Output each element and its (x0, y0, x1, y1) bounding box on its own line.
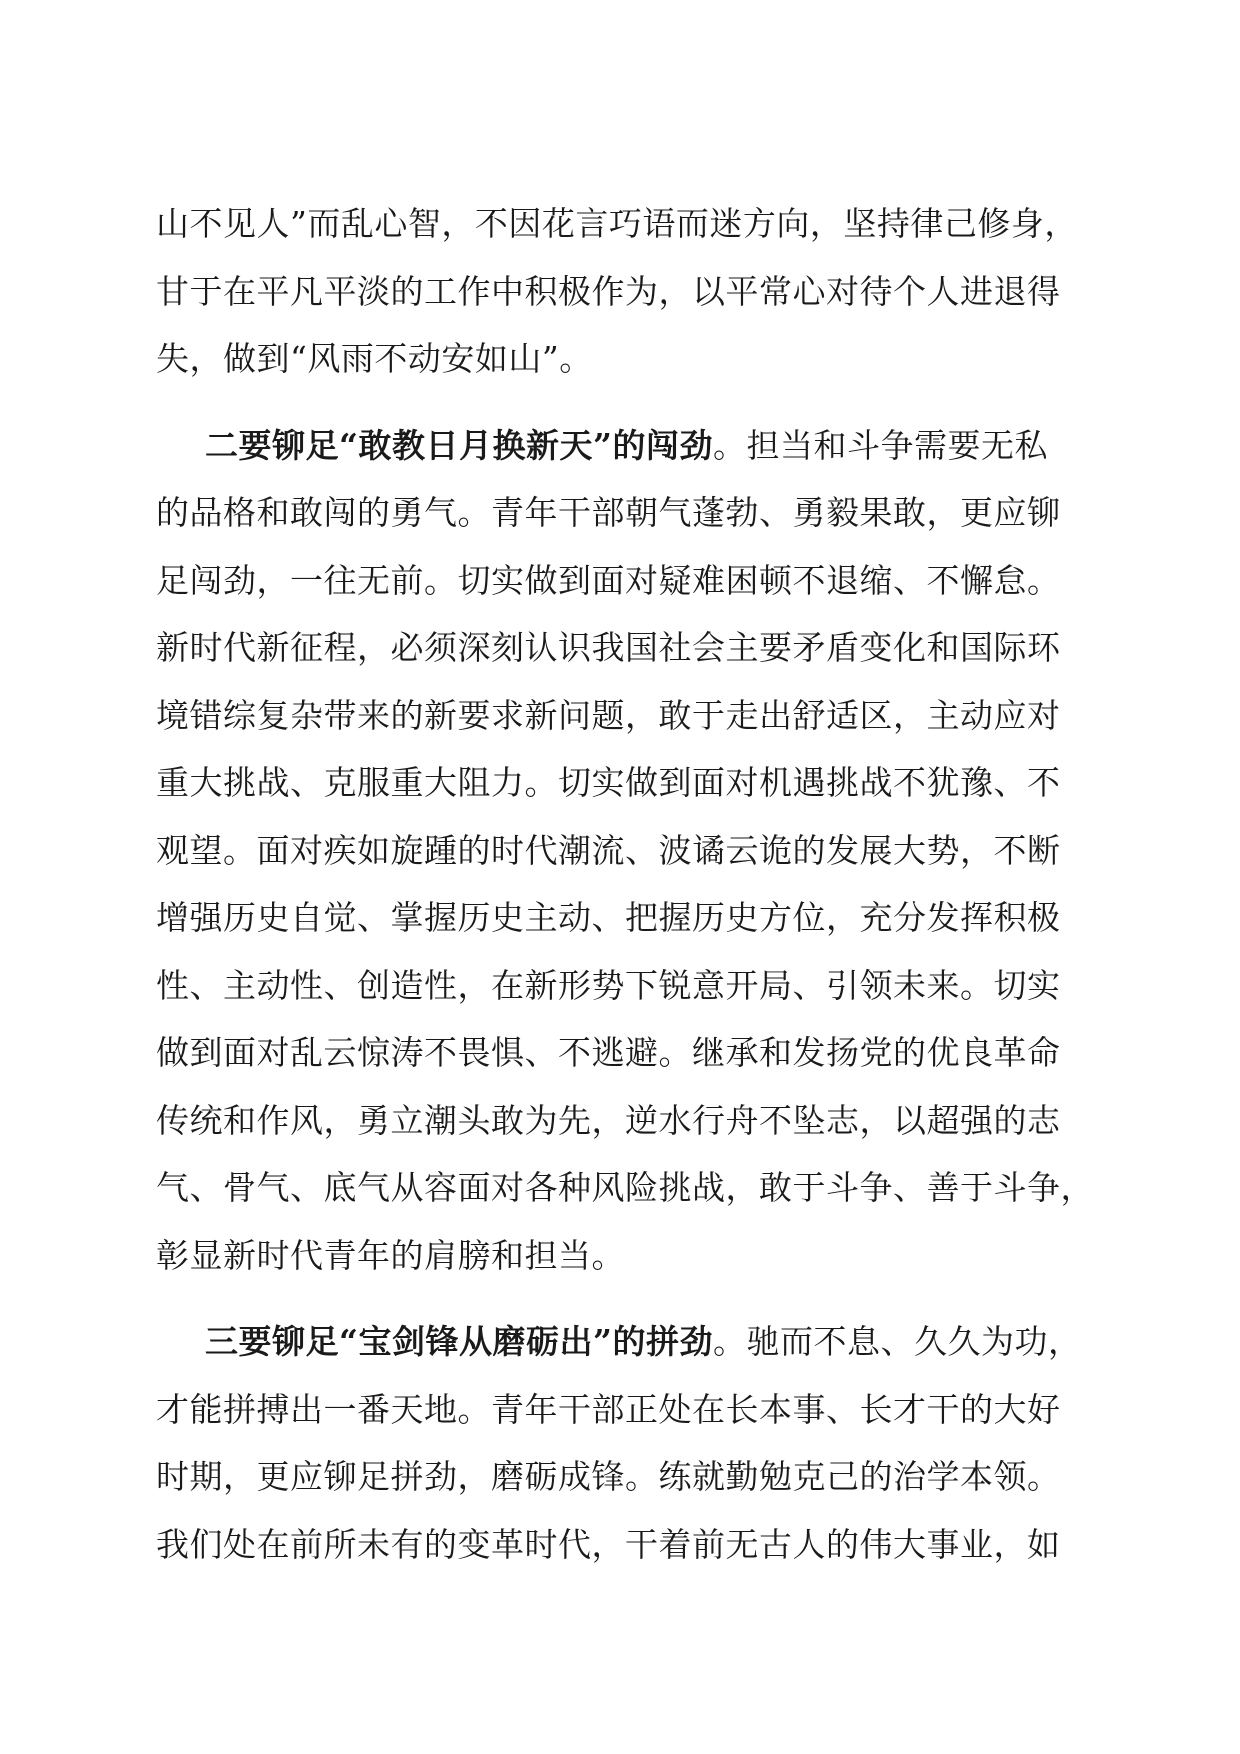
paragraph-1 (156, 190, 1084, 393)
text-line: 甘于在平凡平淡的工作中积极作为，以平常心对待个人进退得 (156, 271, 1061, 311)
text-line: 彰显新时代青年的肩膀和担当。 (156, 1235, 625, 1275)
paragraph-spacer (156, 393, 1084, 412)
paragraph-3 (156, 1308, 1084, 1578)
text-line: 失，做到“风雨不动安如山”。 (156, 339, 593, 378)
text-line: 增强历史自觉、掌握历史主动、把握历史方位，充分发挥积极 (156, 898, 1061, 937)
document-page (156, 190, 1094, 1578)
paragraph-2 (156, 412, 1094, 1290)
text-line: 观望。面对疾如旋踵的时代潮流、波谲云诡的发展大势，不断 (156, 830, 1061, 870)
text-line: 气、骨气、底气从容面对各种风险挑战，敢于斗争、善于斗争， (156, 1168, 1094, 1207)
text-line: 性、主动性、创造性，在新形势下锐意开局、引领未来。切实 (156, 965, 1061, 1005)
paragraph-spacer (156, 1289, 1084, 1308)
text-line: 境错综复杂带来的新要求新问题，敢于走出舒适区，主动应对 (156, 695, 1061, 735)
paragraph-first-line-rest: 。担当和斗争需要无私 (712, 425, 1048, 465)
text-line: 新时代新征程，必须深刻认识我国社会主要矛盾变化和国际环 (156, 628, 1061, 667)
text-line: 做到面对乱云惊涛不畏惧、不逃避。继承和发扬党的优良革命 (156, 1033, 1061, 1072)
text-line: 山不见人”而乱心智，不因花言巧语而迷方向，坚持律己修身， (156, 204, 1078, 243)
text-line: 重大挑战、克服重大阻力。切实做到面对机遇挑战不犹豫、不 (156, 763, 1061, 802)
text-line: 的品格和敢闯的勇气。青年干部朝气蓬勃、勇毅果敢，更应铆 (156, 493, 1061, 532)
paragraph-first-line-rest: 。驰而不息、久久为功， (712, 1322, 1082, 1361)
text-line: 才能拼搏出一番天地。青年干部正处在长本事、长才干的大好 (156, 1389, 1061, 1429)
text-line: 足闯劲，一往无前。切实做到面对疑难困顿不退缩、不懈怠。 (156, 560, 1061, 600)
text-line: 时期，更应铆足拼劲，磨砺成锋。练就勤勉克己的治学本领。 (156, 1457, 1061, 1496)
paragraph-first-line (156, 412, 1084, 480)
paragraph-heading: 三要铆足“宝剑锋从磨砺出”的拼劲 (205, 1322, 713, 1361)
paragraph-heading: 二要铆足“敢教日月换新天”的闯劲 (205, 425, 713, 465)
text-line: 我们处在前所未有的变革时代，干着前无古人的伟大事业，如 (156, 1524, 1061, 1564)
text-line: 传统和作风，勇立潮头敢为先，逆水行舟不坠志，以超强的志 (156, 1100, 1061, 1140)
paragraph-first-line (156, 1308, 1084, 1376)
